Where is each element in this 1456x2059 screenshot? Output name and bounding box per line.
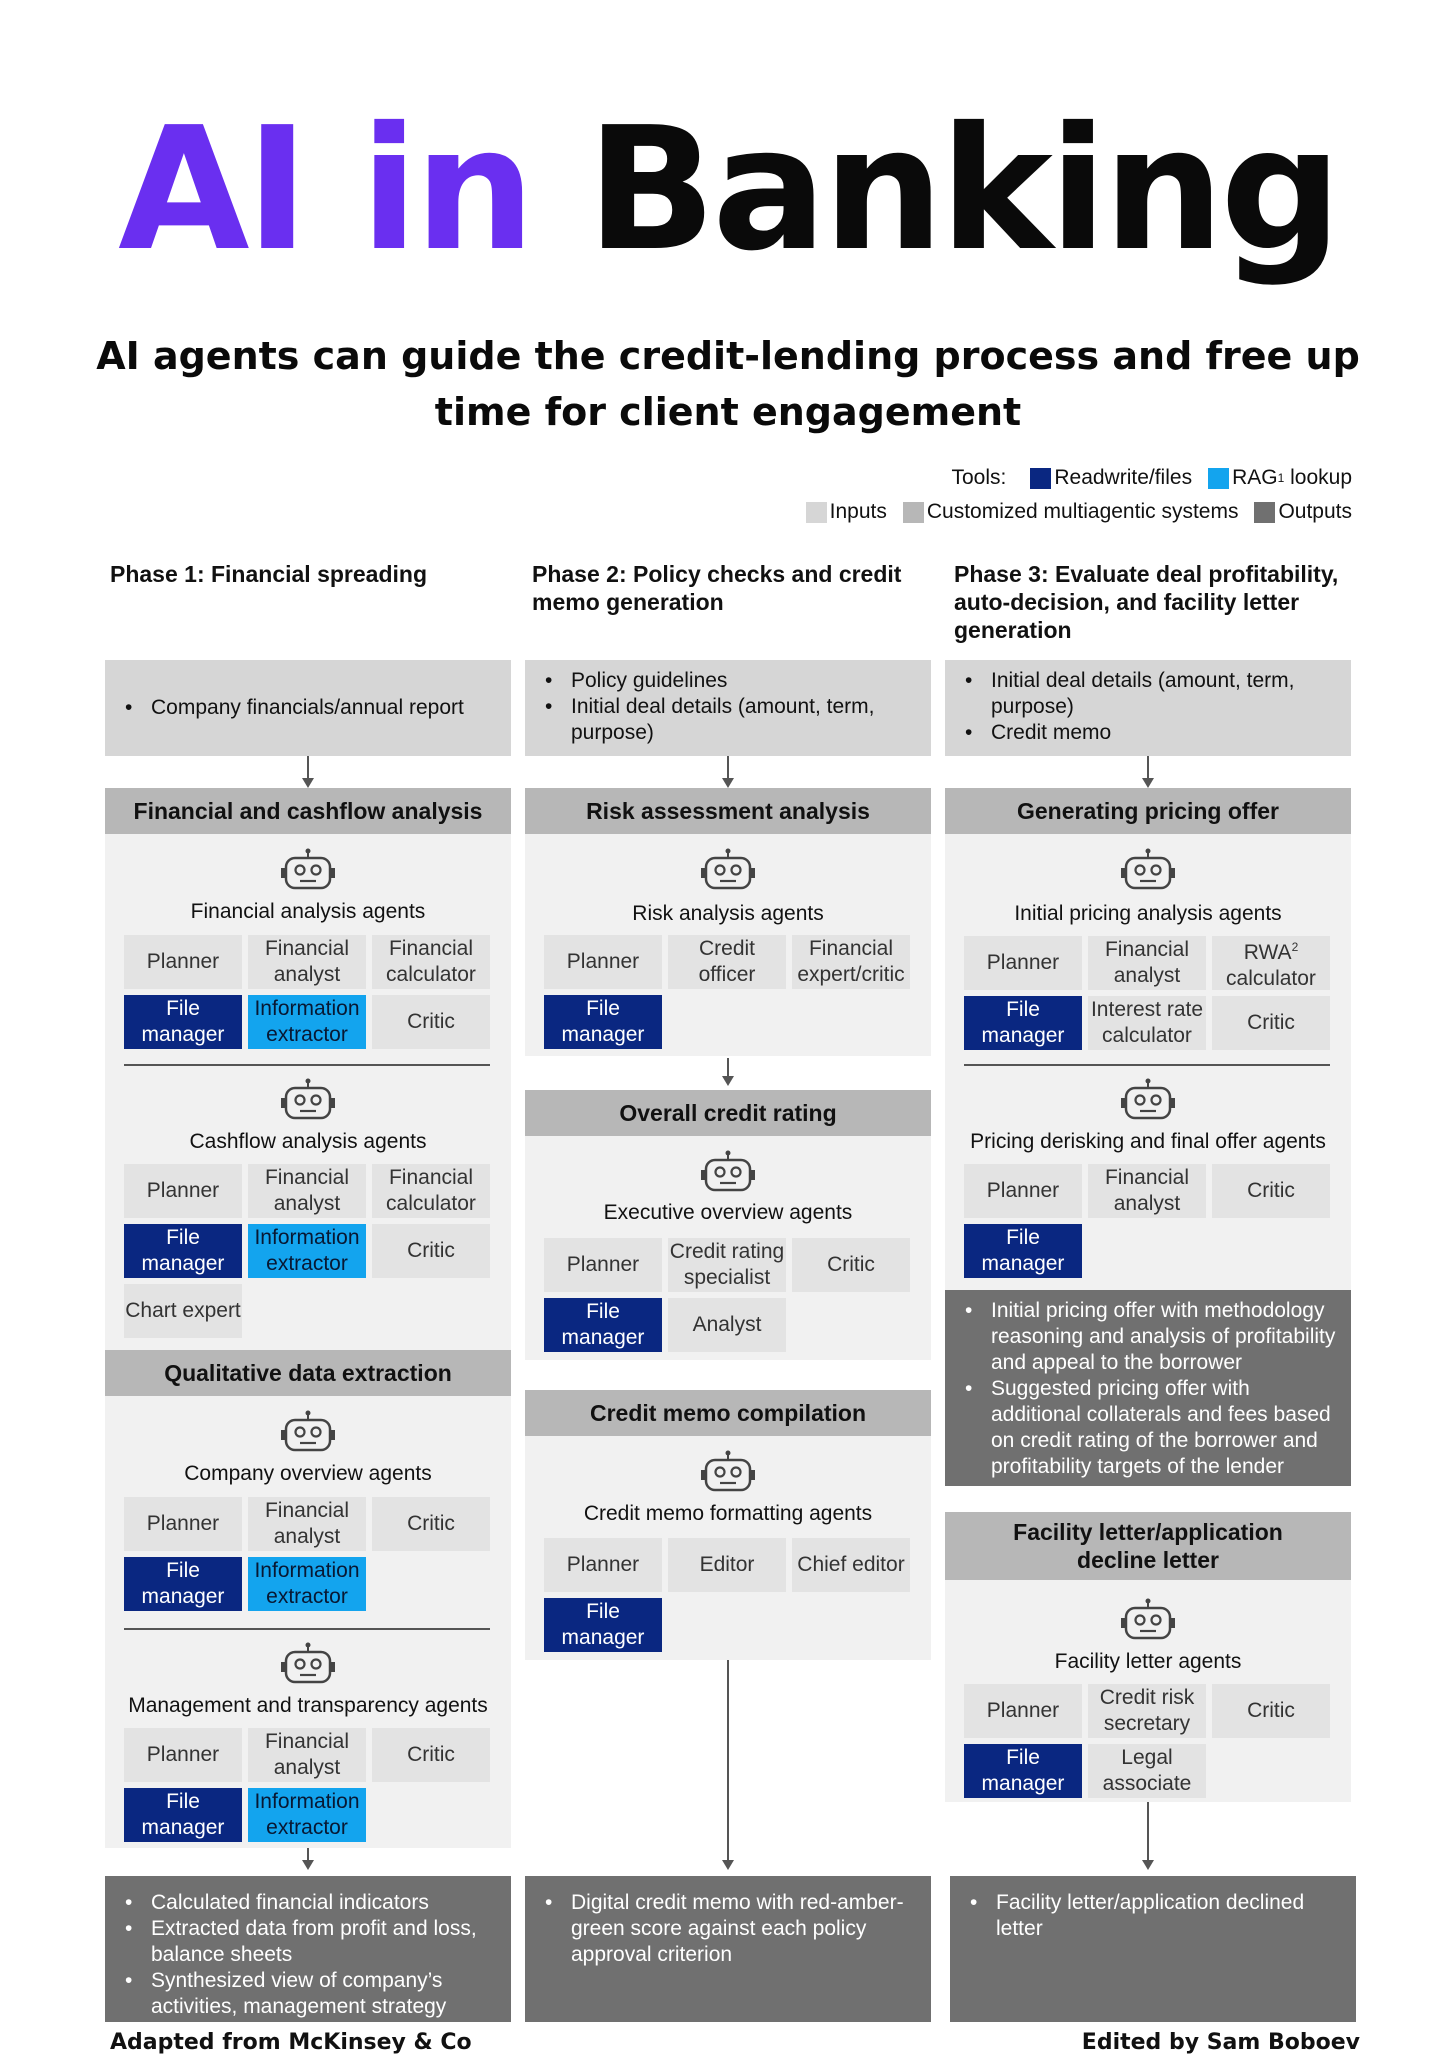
agent-file-manager: File manager [124,995,242,1049]
group-initial-pricing: Initial pricing analysis agents [1014,902,1282,925]
arrow-head [1142,778,1154,788]
robot-icon [1120,848,1176,898]
agent-analyst: Analyst [668,1298,786,1352]
legend-outputs-label: Outputs [1278,500,1352,523]
page-title [0,91,1456,289]
agent-information-extractor: Information extractor [248,1224,366,1278]
rwa-text: RWA [1243,941,1292,964]
rwa-label [1244,934,1299,966]
agent-planner: Planner [544,1538,662,1592]
legend-readwrite [1030,466,1192,490]
robot-icon [700,1150,756,1200]
output-item: • Initial pricing offer with methodology reasoning and analysis of profitability and appeal to the borrower [959,1298,1337,1376]
agent-file-manager: File manager [544,1598,662,1652]
phase3-outputs [950,1876,1356,2022]
robot-icon [1120,1078,1176,1128]
agent-planner: Planner [124,935,242,989]
legend-systems-label: Customized multiagentic systems [926,500,1239,523]
group-financial-analysis: Financial analysis agents [190,900,426,923]
phase3-intermediate-output [945,1290,1351,1486]
group-executive-overview: Executive overview agents [603,1201,853,1224]
arrow-head [722,1076,734,1086]
agent-credit-risk-secretary: Credit risk secretary [1088,1684,1206,1738]
agent-file-manager: File manager [544,1298,662,1352]
section-financial-cashflow: Financial and cashflow analysis [105,788,511,834]
agent-planner: Planner [964,1684,1082,1738]
title-rest: Banking [586,91,1338,289]
agent-information-extractor: Information extractor [248,1788,366,1842]
divider [124,1628,490,1630]
inputs-swatch [806,502,827,523]
arrow-head [302,1860,314,1870]
footer-editor: Edited by Sam Boboev [1081,2030,1360,2055]
agent-financial-analyst: Financial analyst [1088,936,1206,990]
title-accent: AI in [118,91,532,289]
legend-readwrite-label: Readwrite/files [1054,466,1193,489]
output-item: • Extracted data from profit and loss, balance sheets [119,1916,497,1968]
section-generating-pricing-offer: Generating pricing offer [945,788,1351,834]
agent-planner: Planner [544,935,662,989]
section-risk-assessment: Risk assessment analysis [525,788,931,834]
agent-planner: Planner [124,1497,242,1551]
arrow-head [722,778,734,788]
arrow [1147,756,1149,780]
legend-boxes [796,500,1352,524]
section-facility-letter: Facility letter/application decline letter [945,1512,1351,1580]
legend-tools-label: Tools: [951,466,1007,489]
agent-information-extractor: Information extractor [248,1557,366,1611]
agent-legal-associate: Legal associate [1088,1744,1206,1798]
footer-source: Adapted from McKinsey & Co [110,2030,472,2055]
legend-tools [951,466,1352,490]
arrow-head [1142,1860,1154,1870]
agent-file-manager: File manager [124,1788,242,1842]
agent-chief-editor: Chief editor [792,1538,910,1592]
rwa-footnote-mark: 2 [1291,940,1299,954]
agent-chart-expert: Chart expert [124,1284,242,1338]
divider [964,1064,1330,1066]
agent-planner: Planner [544,1238,662,1292]
page-subtitle: AI agents can guide the credit-lending process and free up time for client engagement [96,334,1360,434]
agent-file-manager: File manager [964,1224,1082,1278]
robot-icon [280,848,336,898]
agent-information-extractor: Information extractor [248,995,366,1049]
group-facility-letter: Facility letter agents [1054,1650,1242,1673]
legend-rag [1208,466,1352,490]
phase1-heading: Phase 1: Financial spreading [110,561,427,587]
phase2-inputs [525,660,931,756]
legend-systems [903,500,1239,524]
group-management-transparency: Management and transparency agents [128,1694,488,1717]
agent-file-manager: File manager [964,1744,1082,1798]
outputs-swatch [1254,502,1275,523]
agent-planner: Planner [124,1164,242,1218]
arrow [727,1058,729,1078]
group-cashflow-analysis: Cashflow analysis agents [189,1130,427,1153]
agent-file-manager: File manager [124,1224,242,1278]
group-credit-memo-formatting: Credit memo formatting agents [583,1502,873,1525]
output-item: • Facility letter/application declined letter [964,1890,1342,1942]
agent-file-manager: File manager [544,995,662,1049]
agent-planner: Planner [124,1728,242,1782]
agent-interest-rate-calculator: Interest rate calculator [1088,996,1206,1050]
robot-icon [280,1642,336,1692]
agent-critic: Critic [372,1728,490,1782]
phase2-heading: Phase 2: Policy checks and credit memo generation [532,561,902,615]
phase2-outputs [525,1876,931,2022]
input-item: • Initial deal details (amount, term, purpose) [959,668,1337,720]
legend-rag-label: RAG [1232,466,1278,489]
output-item: • Calculated financial indicators [119,1890,497,1916]
phase3-inputs [945,660,1351,756]
phase1-inputs [105,660,511,756]
robot-icon [700,1450,756,1500]
robot-icon [700,848,756,898]
legend-rag-rest: lookup [1284,466,1352,489]
section-qualitative-extraction: Qualitative data extraction [105,1350,511,1396]
robot-icon [1120,1598,1176,1648]
agent-critic: Critic [1212,1684,1330,1738]
agent-critic: Critic [1212,996,1330,1050]
input-item: • Initial deal details (amount, term, purpose) [539,694,917,746]
input-item: • Company financials/annual report [119,695,464,721]
agent-rwa-calculator [1212,936,1330,990]
robot-icon [280,1410,336,1460]
group-company-overview: Company overview agents [184,1462,432,1485]
agent-financial-calculator: Financial calculator [372,1164,490,1218]
section-overall-credit-rating: Overall credit rating [525,1090,931,1136]
agent-file-manager: File manager [964,996,1082,1050]
agent-financial-calculator: Financial calculator [372,935,490,989]
agent-credit-rating-specialist: Credit rating specialist [668,1238,786,1292]
phase3-heading: Phase 3: Evaluate deal profitability, auto-decision, and facility letter generation [954,561,1339,643]
agent-critic: Critic [792,1238,910,1292]
legend-inputs-label: Inputs [829,500,887,523]
agent-financial-expert-critic: Financial expert/critic [792,935,910,989]
arrow-head [302,778,314,788]
agent-financial-analyst: Financial analyst [248,1497,366,1551]
arrow [1147,1802,1149,1862]
arrow [727,1660,729,1862]
rwa-calculator-text: calculator [1226,967,1316,990]
group-pricing-derisking: Pricing derisking and final offer agents [970,1130,1326,1153]
group-risk-analysis: Risk analysis agents [632,902,824,925]
rag-swatch [1208,468,1229,489]
agent-editor: Editor [668,1538,786,1592]
arrow [307,756,309,780]
input-item: • Credit memo [959,720,1337,746]
arrow-head [722,1860,734,1870]
phase1-outputs [105,1876,511,2022]
output-item: • Suggested pricing offer with additional collaterals and fees based on credit rating of the borrower and profitability targets of the lender [959,1376,1337,1480]
divider [124,1064,490,1066]
arrow [727,756,729,780]
agent-financial-analyst: Financial analyst [1088,1164,1206,1218]
agent-critic: Critic [372,1497,490,1551]
robot-icon [280,1078,336,1128]
legend-outputs [1254,500,1352,524]
output-item: • Digital credit memo with red-amber-green score against each policy approval criterion [539,1890,917,1968]
agent-planner: Planner [964,936,1082,990]
input-item: • Policy guidelines [539,668,917,694]
section-credit-memo-compilation: Credit memo compilation [525,1390,931,1436]
agent-financial-analyst: Financial analyst [248,935,366,989]
legend-inputs [806,500,887,524]
agent-planner: Planner [964,1164,1082,1218]
agent-file-manager: File manager [124,1557,242,1611]
agent-critic: Critic [1212,1164,1330,1218]
agent-credit-officer: Credit officer [668,935,786,989]
agent-critic: Critic [372,995,490,1049]
agent-financial-analyst: Financial analyst [248,1728,366,1782]
readwrite-swatch [1030,468,1051,489]
agent-financial-analyst: Financial analyst [248,1164,366,1218]
systems-swatch [903,502,924,523]
output-item: • Synthesized view of company’s activities, management strategy [119,1968,497,2020]
agent-critic: Critic [372,1224,490,1278]
rag-footnote-mark: 1 [1277,471,1285,485]
